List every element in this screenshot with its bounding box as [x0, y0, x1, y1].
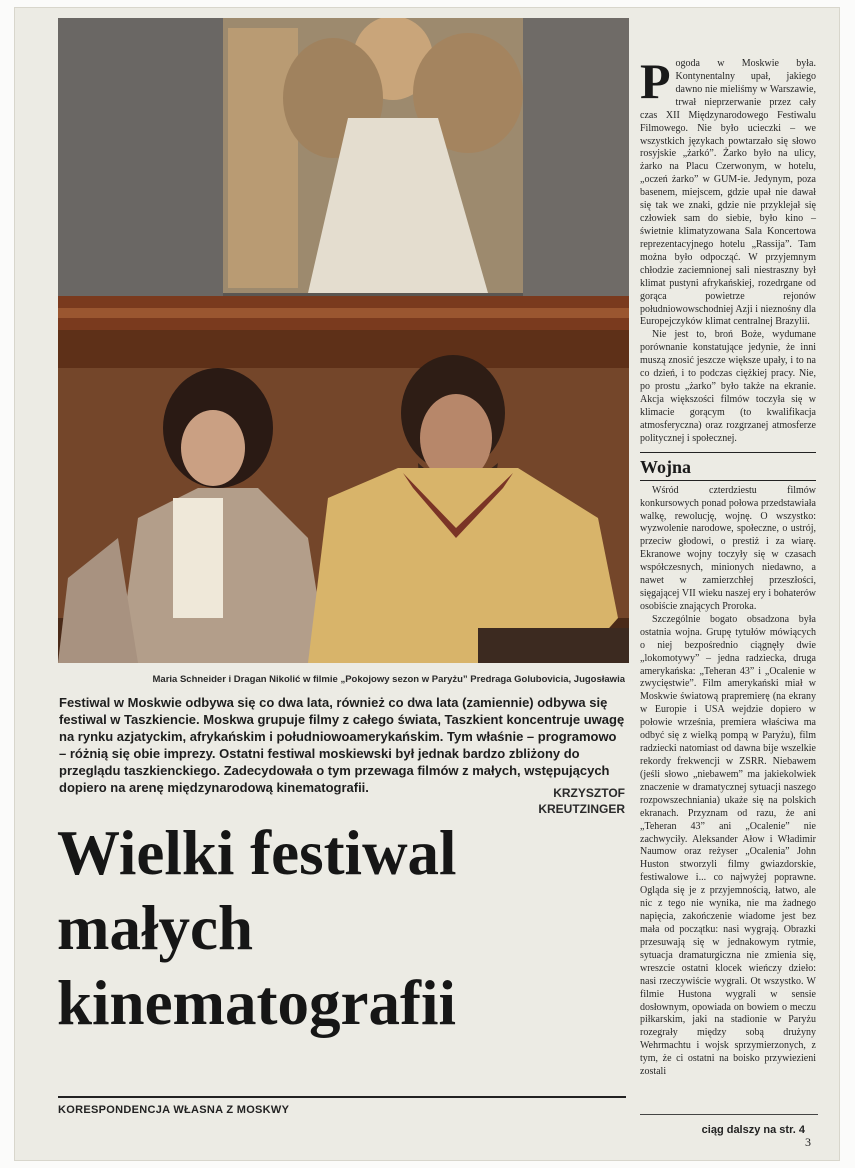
article-headline: [57, 816, 627, 1041]
photo-caption: Maria Schneider i Dragan Nikolić w filmie „Pokojowy sezon w Paryżu” Predraga Golubovicia, Jugosławia: [152, 674, 625, 685]
continued-rule: [640, 1114, 818, 1115]
headline-line-1: Wielki festiwal: [57, 818, 457, 888]
continued-note: ciąg dalszy na str. 4: [701, 1124, 805, 1136]
headline-line-2: małych: [57, 893, 253, 963]
section-rule: [640, 452, 816, 453]
author-first-name: KRZYSZTOF: [553, 786, 625, 800]
article-column: [640, 53, 816, 1079]
paragraph-4: Szczególnie bogato obsadzona była ostatnia wojna. Grupę tytułów mówiących o niej bezpośrednio ciągnęły dwie „lokomotywy” – jedna radziecka, druga amerykańska: „Teheran 43” i „Ocalenie w zwycięstwie”. Film amerykański miał w Moskwie światową prapremierę (na ekrany w Europie i USA wejdzie dopiero w połowie września, premiera właściwa ma odbyć się z wielką pompą w Paryżu), film radziecki natomiast od dawna bije wszelkie rekordy frekwencji w ZSRR. Niebawem (jeśli słowo „niebawem” ma jakiekolwiek znaczenie w dramatycznej sytuacji naszego rozpowszechniania) ukaże się na polskich ekranach. Przyznam od razu, że ani „Teheran 43” ani „Ocalenie” nie zachwyciły. Aleksander Ałow i Władimir Naumow oraz reżyser „Ocalenia” John Huston stworzyli filmy gwiazdorskie, festiwalowe i... co najwyżej poprawne. Ogląda się je z przyjemnością, łatwo, ale nic z tego nie wynika, nie ma żadnego napięcia, zakończenie wiadome jest bez mała od początku: nasi wygrają. Obrazki przesuwają się w jednakowym rytmie, sytuacja dramaturgiczna nie zmienia się, wreszcie ostatni klocek wieńczy dzieło: nasi rzeczywiście wygrali. Ot wszystko. W filmie Hustona wygrali w sensie dosłownym, opowiada on bowiem o meczu piłkarskim, jaki na stadionie w Paryżu rozegrały między sobą drużyny Wehrmachtu i wojsk sprzymierzonych, z tym, że ci ostatni na boisko przywiezieni zostali: [640, 613, 816, 1078]
section-heading: Wojna: [640, 456, 692, 477]
author-byline: [515, 785, 625, 817]
section-rule-bottom: [640, 480, 816, 481]
headline-line-3: kinematografii: [57, 968, 456, 1038]
magazine-page: [15, 8, 839, 1160]
drop-cap: P: [640, 53, 671, 109]
lead-paragraph: Festiwal w Moskwie odbywa się co dwa lata, również co dwa lata (zamiennie) odbywa się festiwal w Taszkiencie. Moskwa grupuje filmy z całego świata, Taszkient koncentruje uwagę na rynku azjatyckim, afrykańskim i południowoamerykańskim. Tym właśnie – programowo – różnią się obie imprezy. Ostatni festiwal moskiewski był jednak bardzo zbliżony do przeglądu taszkienckiego. Zadecydowała o tym przewaga filmów z małych, wstępujących dopiero na arenę międzynarodową kinematografii.: [59, 695, 625, 795]
footer-rule: [58, 1096, 626, 1098]
author-last-name: KREUTZINGER: [538, 802, 625, 816]
page-number: 3: [805, 1135, 811, 1149]
footer-label: KORESPONDENCJA WŁASNA Z MOSKWY: [58, 1104, 290, 1116]
paragraph-1: [640, 53, 816, 329]
paragraph-1-text: ogoda w Moskwie była. Kontynentalny upał, jakiego dawno nie mieliśmy w Warszawie, trwał nieprzerwanie przez cały czas XII Międzynarodowego Festiwalu Filmowego. Nie było ucieczki – we wszystkich językach powtarzało się słowo rosyjskie „żarkó”. Żarko było na ulicy, żarko na Placu Czerwonym, w hotelu, „oczeń żarko” w GUM-ie. Jedynym, poza basenem, miejscem, gdzie upał nie dawał się tak we znaki, gdzie nie przyklejał się człowiek sam do siebie, było kino – świetnie klimatyzowana Sala Koncertowa reprezentacyjnego hotelu „Rassija”. Tam można było odpocząć. W przyjemnym chłodzie zaciemnionej sali niestraszny był klimat pustyni afrykańskiej, rozedrgane od gorąca powietrze rejonów południowowschodniej Azji i nieznośny dla Europejczyków klimat centralnej Brazylii.: [640, 58, 816, 328]
photo-illustration: [58, 18, 629, 663]
paragraph-2: Nie jest to, broń Boże, wydumane porównanie konstatujące jedynie, że inni muszą znosić jeszcze większe upały, i to na co dzień, i to podczas ciężkiej pracy. Nie, po prostu „żarko” było także na ekranie. Akcja większości filmów toczyła się w klimacie gorącym (to kwalifikacja atmosferyczna) oraz rozgrzanej atmosferze politycznej i społecznej.: [640, 329, 816, 444]
film-still-photo: [58, 18, 629, 663]
paragraph-3: Wśród czterdziestu filmów konkursowych ponad połowa przedstawiała walkę, rewolucję, wojnę. O wszystko: wyzwolenie narodowe, społeczne, o ustrój, przeciw głodowi, o prestiż i za wiarę. Ekranowe wojny toczyły się w czasach współczesnych, minionych niedawno, a nawet w zamierzchłej przeszłości, sięgającej VII wieku naszej ery i bohaterów osobiście znających Proroka.: [640, 484, 816, 612]
